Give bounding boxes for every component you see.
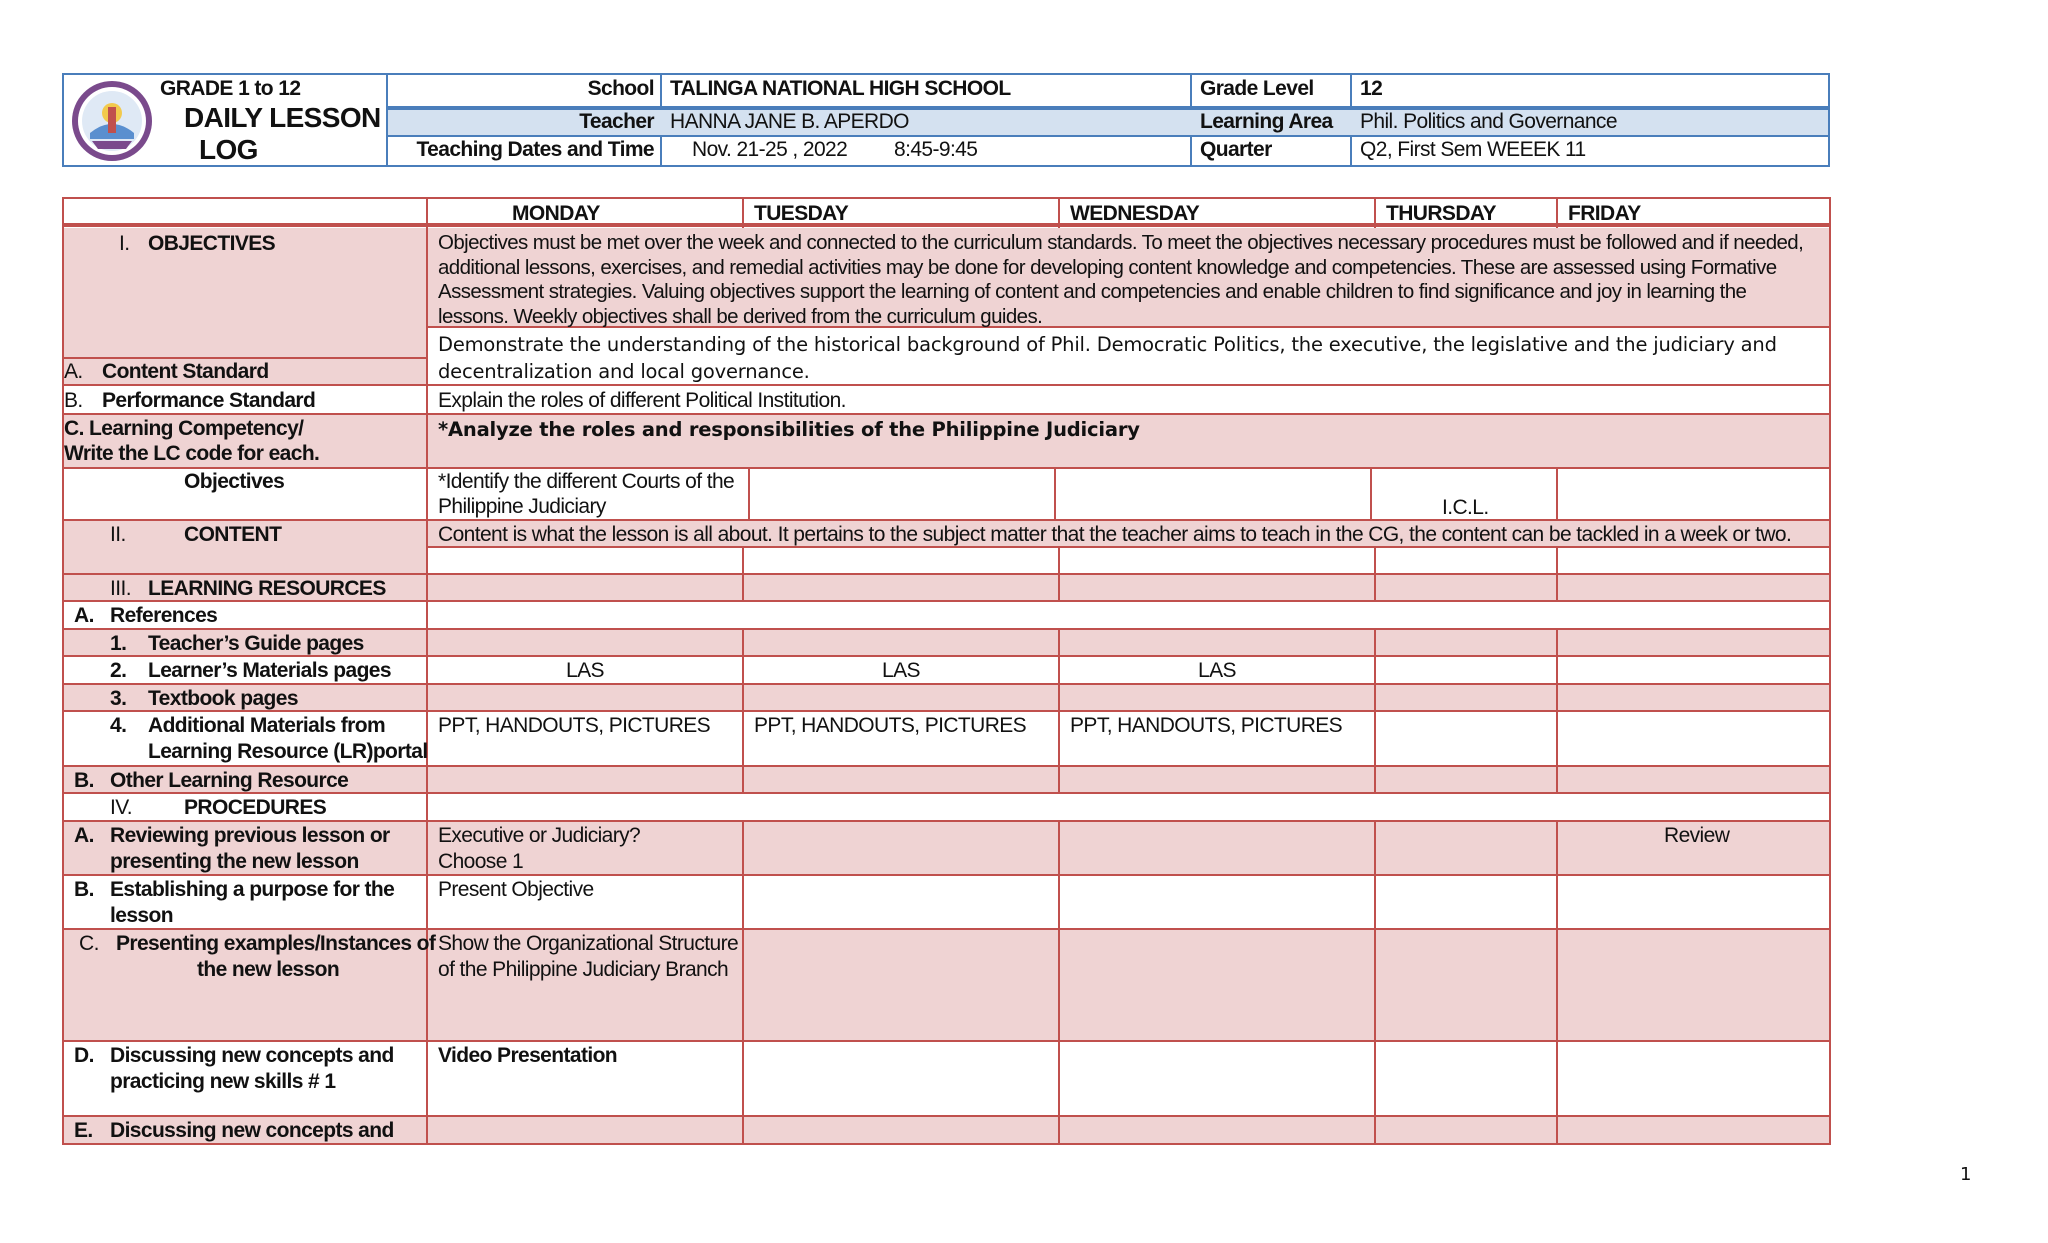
performance-standard-label: Performance Standard [102,389,316,412]
learning-resources-label: LEARNING RESOURCES [148,577,386,600]
teaching-time-value: 8:45-9:45 [894,138,978,161]
objectives-row-label: Objectives [184,470,285,493]
learners-materials-tuesday: LAS [882,659,920,682]
learning-area-value: Phil. Politics and Governance [1360,110,1617,133]
textbook-label: Textbook pages [148,687,298,710]
procedures-number: IV. [110,796,132,819]
learners-materials-number: 2. [110,659,127,682]
performance-standard-text: Explain the roles of different Political Institution. [438,389,846,412]
objectives-number: I. [119,232,130,255]
procedure-d-monday: Video Presentation [438,1044,618,1067]
content-standard-label: Content Standard [102,360,269,383]
grade-level-value: 12 [1360,77,1383,100]
school-value: TALINGA NATIONAL HIGH SCHOOL [670,77,1011,100]
procedure-c-monday: Show the Organizational Structure [438,932,739,955]
textbook-number: 3. [110,687,127,710]
procedure-b-label-2: lesson [110,904,173,927]
title-grade: GRADE 1 to 12 [160,77,301,100]
teaching-dates-label: Teaching Dates and Time [416,138,654,161]
procedure-b-monday: Present Objective [438,878,594,901]
quarter-label: Quarter [1200,138,1272,161]
other-resource-label: Other Learning Resource [110,769,349,792]
learning-area-label: Learning Area [1200,110,1333,133]
procedure-a-label: Reviewing previous lesson or [110,824,390,847]
procedure-a-friday: Review [1664,824,1730,847]
content-standard-text: Demonstrate the understanding of the historical background of Phil. Democratic Politics, the executive, the legislative and the judiciary and decentralization and local governance. [438,333,1777,383]
procedure-e-letter: E. [74,1119,93,1142]
procedure-b-label: Establishing a purpose for the [110,878,395,901]
learners-materials-monday: LAS [566,659,604,682]
additional-materials-label-2: Learning Resource (LR)portal [148,740,428,763]
procedure-b-letter: B. [74,878,94,901]
procedure-e-label: Discussing new concepts and [110,1119,394,1142]
page-number: 1 [1960,1164,1972,1185]
additional-materials-wednesday: PPT, HANDOUTS, PICTURES [1070,714,1343,737]
objectives-description: Objectives must be met over the week and connected to the curriculum standards. To meet the objectives necessary procedures must be followed and if needed, additional lessons, exercises, and remedial activities may be done for developing content knowledge and competencies. These are assessed using Formative Assessment strategies. Valuing objectives support the learning of content and competencies and enable children to find significance and joy in learning the lessons. Weekly objectives shall be derived from the curriculum guides. [438,231,1804,328]
procedure-a-label-2: presenting the new lesson [110,850,359,873]
day-header-friday: FRIDAY [1568,202,1641,225]
learners-materials-wednesday: LAS [1198,659,1236,682]
procedure-d-letter: D. [74,1044,94,1067]
content-description: Content is what the lesson is all about. It pertains to the subject matter that the teacher aims to teach in the CG, the content can be tackled in a week or two. [438,523,1792,546]
day-header-monday: MONDAY [512,202,600,225]
grade-level-label: Grade Level [1200,77,1314,100]
procedure-a-letter: A. [74,824,94,847]
additional-materials-tuesday: PPT, HANDOUTS, PICTURES [754,714,1027,737]
learning-competency-code-label: Write the LC code for each. [64,442,320,465]
objectives-monday: *Identify the different Courts of the Philippine Judiciary [438,470,735,518]
objectives-label: OBJECTIVES [148,232,276,255]
additional-materials-monday: PPT, HANDOUTS, PICTURES [438,714,711,737]
quarter-value: Q2, First Sem WEEEK 11 [1360,138,1586,161]
procedures-label: PROCEDURES [184,796,327,819]
day-header-thursday: THURSDAY [1386,202,1496,225]
content-standard-letter: A. [64,360,83,383]
school-label: School [587,77,654,100]
teachers-guide-number: 1. [110,632,127,655]
learning-competency-label: C. Learning Competency/ [64,417,304,440]
additional-materials-number: 4. [110,714,127,737]
procedure-c-label-2: the new lesson [197,958,340,981]
performance-standard-letter: B. [64,389,83,412]
objectives-thursday: I.C.L. [1442,496,1489,519]
school-seal-logo [70,79,154,163]
lesson-log-table [62,197,1831,1145]
teachers-guide-label: Teacher’s Guide pages [148,632,364,655]
procedure-c-monday-2: of the Philippine Judiciary Branch [438,958,729,981]
teacher-value: HANNA JANE B. APERDO [670,110,909,133]
references-label: References [110,604,218,627]
day-header-wednesday: WEDNESDAY [1070,202,1200,225]
day-header-tuesday: TUESDAY [754,202,849,225]
references-letter: A. [74,604,94,627]
content-number: II. [110,523,126,546]
learning-resources-number: III. [110,577,131,600]
other-resource-letter: B. [74,769,94,792]
title-daily-lesson: DAILY LESSON [184,102,381,133]
additional-materials-label: Additional Materials from [148,714,386,737]
learning-competency-text: *Analyze the roles and responsibilities of the Philippine Judiciary [438,418,1140,441]
procedure-a-monday-2: Choose 1 [438,850,524,873]
procedure-a-monday: Executive or Judiciary? [438,824,641,847]
procedure-c-letter: C. [79,932,99,955]
procedure-d-label: Discussing new concepts and [110,1044,394,1067]
header-table [62,73,1830,167]
content-label: CONTENT [184,523,282,546]
procedure-d-label-2: practicing new skills # 1 [110,1070,336,1093]
teaching-dates-value: Nov. 21-25 , 2022 [692,138,848,161]
procedure-c-label: Presenting examples/Instances of [116,932,436,955]
title-log: LOG [199,134,258,165]
teacher-label: Teacher [579,110,654,133]
learners-materials-label: Learner’s Materials pages [148,659,391,682]
